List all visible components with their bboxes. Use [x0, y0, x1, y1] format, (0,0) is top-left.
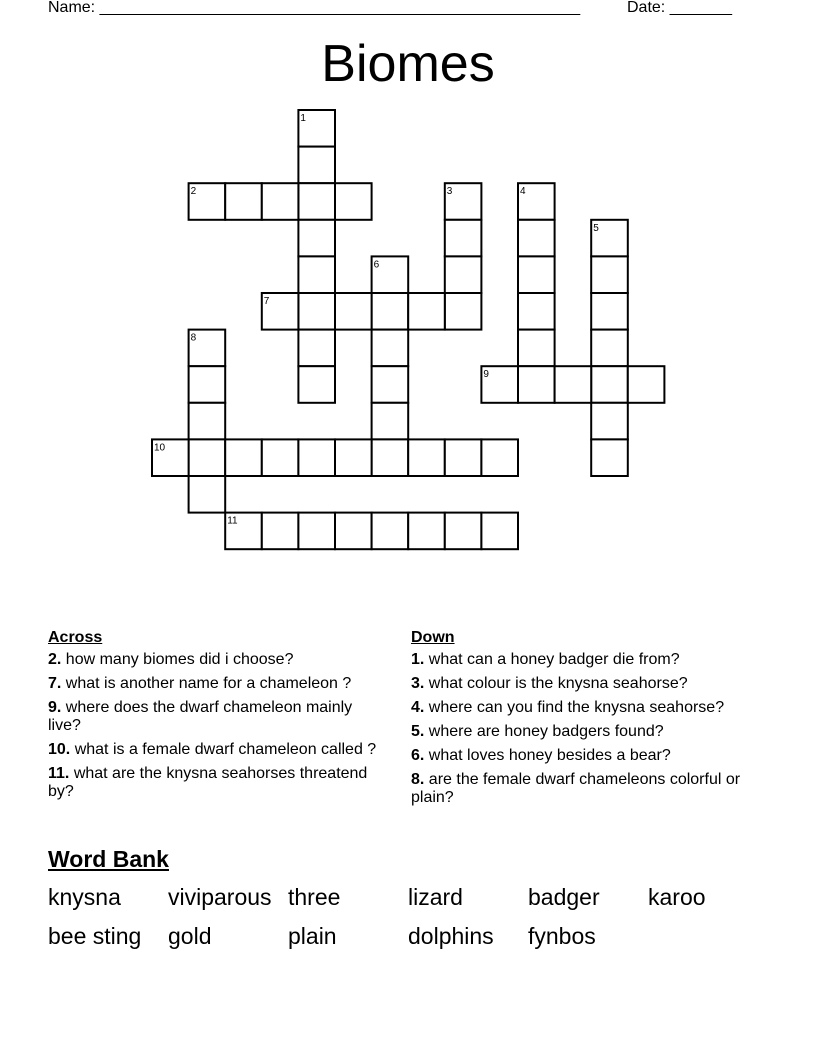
word-bank-item: viviparous [168, 884, 272, 910]
cell-number: 1 [300, 113, 306, 124]
clue-number: 9. [48, 699, 62, 716]
crossword-cell[interactable] [262, 513, 299, 550]
crossword-cell[interactable] [189, 403, 226, 440]
cell-number: 3 [446, 186, 453, 198]
crossword-cell[interactable] [262, 183, 299, 220]
clue-number: 4. [411, 699, 425, 716]
crossword-cell[interactable] [298, 439, 335, 476]
clue-text: what loves honey besides a bear? [428, 747, 671, 764]
down-clue [411, 747, 751, 765]
word-bank-item: bee sting [48, 923, 142, 949]
cell-number: 6 [373, 259, 380, 271]
word-bank-item: gold [168, 923, 212, 949]
crossword-cell[interactable] [298, 256, 335, 293]
word-bank-item: karoo [648, 884, 706, 910]
cell-number: 9 [483, 369, 489, 381]
down-clue [411, 651, 751, 669]
clue-number: 7. [48, 675, 62, 692]
crossword-cell[interactable] [189, 439, 226, 476]
across-clue [48, 675, 378, 693]
crossword-cell[interactable] [225, 183, 262, 220]
word-bank [48, 880, 768, 958]
across-clue [48, 699, 378, 735]
clue-number: 3. [411, 675, 425, 692]
cell-number: 4 [520, 186, 526, 198]
across-clue [48, 765, 378, 801]
across-clues [48, 629, 378, 807]
crossword-cell[interactable] [591, 293, 628, 330]
word-bank-item: three [288, 884, 341, 910]
crossword-cell[interactable] [189, 476, 226, 513]
crossword-cell[interactable] [591, 256, 628, 293]
clue-text: what is a female dwarf chameleon called ? [74, 741, 377, 758]
crossword-cell[interactable] [408, 293, 445, 330]
word-bank-item: dolphins [408, 923, 494, 949]
clue-number: 10. [48, 741, 71, 758]
date-field: Date: _______ [627, 0, 732, 16]
clue-number: 5. [411, 723, 425, 740]
crossword-cell[interactable] [189, 366, 226, 403]
word-bank-title: Word Bank [48, 846, 169, 872]
crossword-cell[interactable] [262, 439, 299, 476]
crossword-cell[interactable] [372, 293, 409, 330]
crossword-cell[interactable] [481, 439, 518, 476]
clue-text: where can you find the knysna seahorse? [428, 699, 725, 716]
crossword-cell[interactable] [555, 366, 592, 403]
word-bank-item: plain [288, 923, 337, 949]
crossword-cell[interactable] [372, 330, 409, 367]
clue-text: what is another name for a chameleon ? [65, 675, 352, 692]
down-clue [411, 675, 751, 693]
crossword-cell[interactable] [445, 513, 482, 550]
crossword-cell[interactable] [298, 147, 335, 184]
clue-number: 8. [411, 771, 425, 788]
crossword-cell[interactable] [335, 513, 372, 550]
crossword-cell[interactable] [298, 513, 335, 550]
crossword-cell[interactable] [335, 293, 372, 330]
crossword-cell[interactable] [518, 293, 555, 330]
clue-text: what are the knysna seahorses threatend by? [48, 765, 368, 800]
crossword-cell[interactable] [298, 220, 335, 257]
crossword-cell[interactable] [518, 220, 555, 257]
crossword-cell[interactable] [335, 439, 372, 476]
clue-text: where are honey badgers found? [428, 723, 664, 740]
word-bank-row [48, 880, 768, 919]
down-clue [411, 723, 751, 741]
cell-number: 11 [227, 515, 238, 527]
word-bank-row [48, 919, 768, 958]
word-bank-item: fynbos [528, 923, 596, 949]
crossword-cell[interactable] [591, 403, 628, 440]
cell-number: 5 [593, 222, 599, 234]
crossword-cell[interactable] [372, 439, 409, 476]
cell-number: 7 [263, 296, 270, 307]
crossword-cell[interactable] [335, 183, 372, 220]
crossword-cell[interactable] [518, 330, 555, 367]
crossword-cell[interactable] [445, 256, 482, 293]
crossword-cell[interactable] [298, 366, 335, 403]
clue-text: where does the dwarf chameleon mainly live? [48, 699, 353, 734]
page-title: Biomes [321, 35, 495, 93]
across-clue [48, 741, 378, 759]
crossword-cell[interactable] [591, 366, 628, 403]
crossword-cell[interactable] [408, 439, 445, 476]
down-clue [411, 771, 751, 807]
crossword-cell[interactable] [628, 366, 665, 403]
crossword-cell[interactable] [518, 366, 555, 403]
crossword-cell[interactable] [372, 366, 409, 403]
down-clues [411, 629, 751, 813]
crossword-cell[interactable] [372, 403, 409, 440]
crossword-cell[interactable] [591, 439, 628, 476]
crossword-cell[interactable] [481, 513, 518, 550]
name-field: Name: ______________________________________________________ [48, 0, 581, 16]
crossword-cell[interactable] [298, 293, 335, 330]
word-bank-item: badger [528, 884, 600, 910]
clue-number: 11. [48, 765, 70, 782]
down-clue [411, 699, 751, 717]
crossword-cell[interactable] [225, 439, 262, 476]
word-bank-item: knysna [48, 884, 121, 910]
crossword-cell[interactable] [518, 256, 555, 293]
clue-number: 6. [411, 747, 425, 764]
crossword-cell[interactable] [298, 330, 335, 367]
crossword-cell[interactable] [408, 513, 445, 550]
clue-number: 1. [411, 651, 425, 668]
crossword-cell[interactable] [445, 220, 482, 257]
crossword-cell[interactable] [298, 183, 335, 220]
across-clue [48, 651, 378, 669]
crossword-cell[interactable] [445, 439, 482, 476]
clue-text: are the female dwarf chameleons colorful or plain? [411, 771, 741, 806]
cell-number: 8 [190, 332, 197, 344]
crossword-cell[interactable] [591, 330, 628, 367]
cell-number: 10 [154, 442, 166, 454]
clue-text: how many biomes did i choose? [65, 651, 294, 668]
down-heading: Down [411, 629, 455, 646]
crossword-cell[interactable] [445, 293, 482, 330]
crossword-cell[interactable] [372, 513, 409, 550]
clue-text: what can a honey badger die from? [428, 651, 680, 668]
word-bank-item: lizard [408, 884, 463, 910]
clue-text: what colour is the knysna seahorse? [428, 675, 688, 692]
cell-number: 2 [190, 186, 197, 198]
clue-number: 2. [48, 651, 62, 668]
across-heading: Across [48, 629, 103, 646]
